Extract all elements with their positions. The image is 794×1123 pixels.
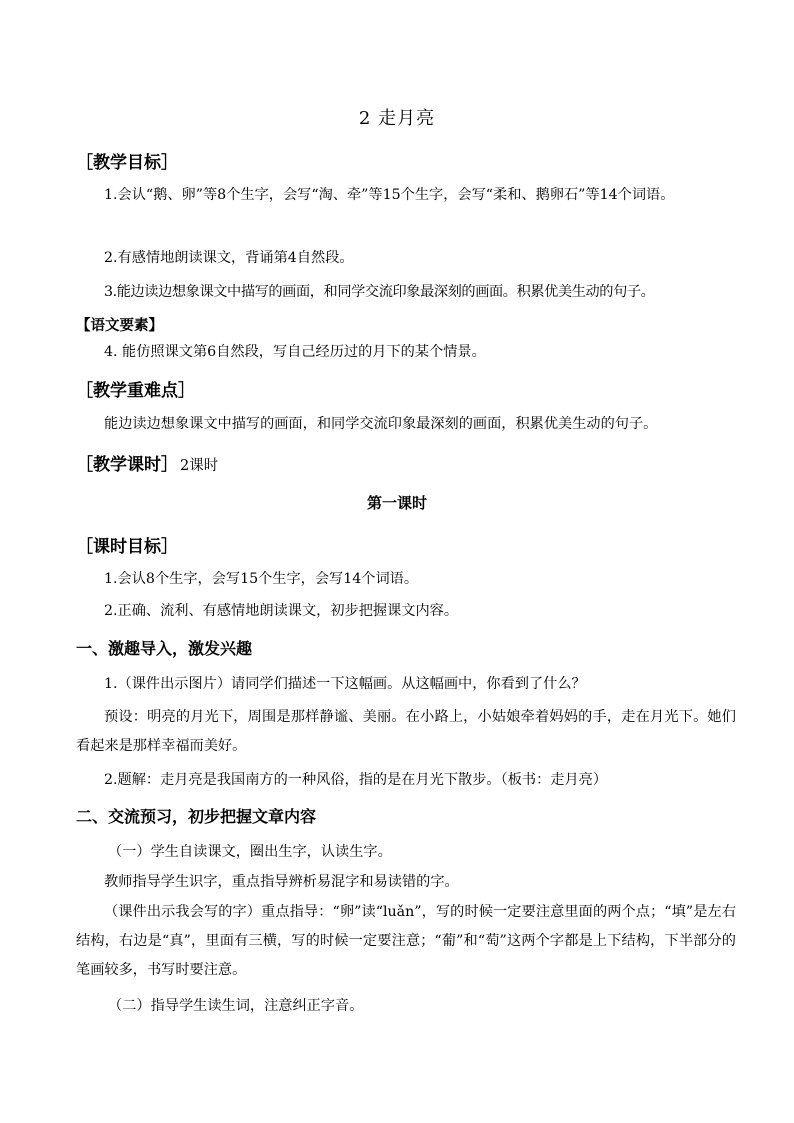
goal-item-3: 3.能边读边想象课文中描写的画面，和同学交流印象最深刻的画面。积累优美生动的句子。 — [104, 284, 655, 300]
teaching-hours-heading: ［教学课时］ — [76, 455, 178, 475]
section-two-guidance: 教师指导学生识字，重点指导辨析易混字和易读错的字。 — [104, 874, 459, 890]
goal-item-2: 2.有感情地朗读课文，背诵第4自然段。 — [104, 250, 354, 266]
key-points-heading: ［教学重难点］ — [76, 381, 195, 401]
lesson-one-heading: 第一课时 — [366, 494, 427, 512]
section-one-item-1: 1.（课件出示图片）请同学们描述一下这幅画。从这幅画中，你看到了什么？ — [104, 676, 586, 692]
key-points-text: 能边读边想象课文中描写的画面，和同学交流印象最深刻的画面，积累优美生动的句子。 — [104, 416, 658, 432]
section-two-heading: 二、交流预习，初步把握文章内容 — [76, 807, 317, 826]
lesson-goal-1: 1.会认8个生字，会写15个生字，会写14个词语。 — [104, 571, 419, 587]
lesson-goals-heading: ［课时目标］ — [76, 537, 178, 557]
section-one-heading: 一、激趣导入，激发兴趣 — [76, 639, 253, 658]
page-title: 2 走月亮 — [358, 108, 436, 129]
section-two-step-2: （二）指导学生读生词，注意纠正字音。 — [108, 998, 364, 1014]
teaching-hours-value: 2课时 — [180, 458, 219, 474]
goal-item-4: 4. 能仿照课文第6自然段，写自己经历过的月下的某个情景。 — [104, 344, 486, 360]
section-two-step-1: （一）学生自读课文，圈出生字，认读生字。 — [108, 844, 392, 860]
lesson-goal-2: 2.正确、流利、有感情地朗读课文，初步把握课文内容。 — [104, 603, 459, 619]
teaching-goals-heading: ［教学目标］ — [76, 153, 178, 173]
goal-item-1: 1.会认“鹅、卵”等8个生字，会写“淘、牵”等15个生字，会写“柔和、鹅卵石”等14个词语。 — [104, 187, 675, 203]
section-one-preset: 预设：明亮的月光下，周围是那样静谧、美丽。在小路上，小姑娘牵着妈妈的手，走在月光下。她们看起来是那样幸福而美好。 — [76, 709, 736, 754]
section-two-writing-guidance: （课件出示我会写的字）重点指导：“卵”读“luǎn”，写的时候一定要注意里面的两个点；“填”是左右结构，右边是“真”，里面有三横，写的时候一定要注意；“葡”和“萄”这两个字都是上下结构，下半部分的笔画较多，书写时要注意。 — [76, 904, 736, 978]
teaching-hours-line — [76, 450, 218, 475]
language-element-tag: 【语文要素】 — [76, 318, 163, 334]
section-one-item-2: 2.题解：走月亮是我国南方的一种风俗，指的是在月光下散步。（板书：走月亮） — [104, 772, 608, 788]
